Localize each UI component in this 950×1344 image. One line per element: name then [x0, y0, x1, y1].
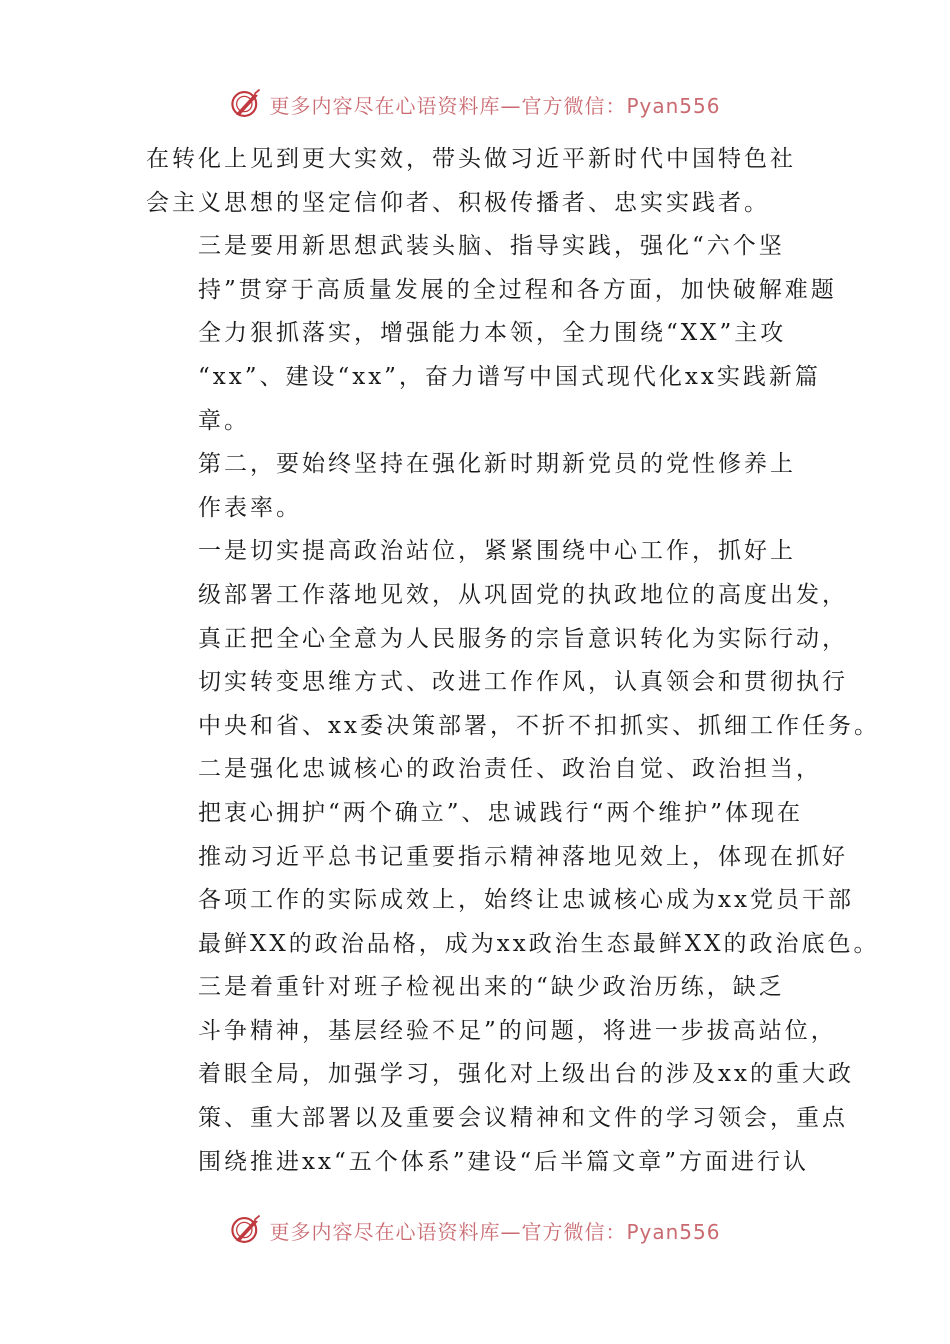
text-line: 一是切实提高政治站位，紧紧围绕中心工作，抓好上 [198, 538, 796, 565]
text-line: 三是要用新思想武装头脑、指导实践，强化“六个坚 [198, 233, 785, 260]
text-line: 三是着重针对班子检视出来的“缺少政治历练，缺乏 [198, 974, 785, 1001]
text-line: 中央和省、xx委决策部署，不折不扣抓实、抓细工作任务。 [198, 712, 880, 739]
text-line: 把衷心拥护“两个确立”、忠诚践行“两个维护”体现在 [198, 799, 804, 826]
text-line: 各项工作的实际成效上，始终让忠诚核心成为xx党员干部 [198, 887, 854, 914]
text-line: 二是强化忠诚核心的政治责任、政治自觉、政治担当， [198, 756, 822, 783]
text-line: 第二，要始终坚持在强化新时期新党员的党性修养上 [198, 451, 796, 478]
text-line: 策、重大部署以及重要会议精神和文件的学习领会，重点 [198, 1105, 848, 1132]
text-line: 切实转变思维方式、改进工作作风，认真领会和贯彻执行 [198, 669, 848, 696]
footer-watermark [0, 1210, 950, 1250]
text-line: 斗争精神，基层经验不足”的问题，将进一步拔高站位， [198, 1017, 837, 1044]
text-line: “xx”、建设“xx”，奋力谱写中国式现代化xx实践新篇 [198, 363, 821, 390]
text-line: 推动习近平总书记重要指示精神落地见效上，体现在抓好 [198, 843, 848, 870]
paragraph [146, 225, 837, 443]
header-watermark [0, 84, 950, 124]
text-line: 会主义思想的坚定信仰者、积极传播者、忠实实践者。 [146, 189, 770, 216]
document-body [146, 138, 880, 1184]
paragraph [146, 748, 880, 966]
text-line: 着眼全局，加强学习，强化对上级出台的涉及xx的重大政 [198, 1061, 854, 1088]
text-line: 持”贯穿于高质量发展的全过程和各方面，加快破解难题 [198, 276, 837, 303]
paragraph [146, 443, 806, 530]
text-line: 章。 [198, 407, 250, 434]
text-line: 最鲜XX的政治品格，成为xx政治生态最鲜XX的政治底色。 [198, 930, 880, 957]
text-line: 围绕推进xx“五个体系”建设“后半篇文章”方面进行认 [198, 1148, 809, 1175]
paragraph [146, 966, 854, 1184]
watermark-text: 更多内容尽在心语资料库—官方微信：Pyan556 [269, 93, 721, 118]
text-line: 真正把全心全意为人民服务的宗旨意识转化为实际行动， [198, 625, 848, 652]
text-line: 级部署工作落地见效，从巩固党的执政地位的高度出发， [198, 581, 848, 608]
watermark-text: 更多内容尽在心语资料库—官方微信：Pyan556 [269, 1219, 721, 1244]
paragraph [146, 530, 880, 748]
pen-circle-logo-icon [229, 1213, 263, 1247]
paragraph [146, 138, 806, 225]
text-line: 在转化上见到更大实效，带头做习近平新时代中国特色社 [146, 146, 796, 172]
text-line: 全力狠抓落实，增强能力本领，全力围绕“XX”主攻 [198, 320, 787, 347]
pen-circle-logo-icon [229, 87, 263, 121]
text-line: 作表率。 [198, 494, 302, 521]
